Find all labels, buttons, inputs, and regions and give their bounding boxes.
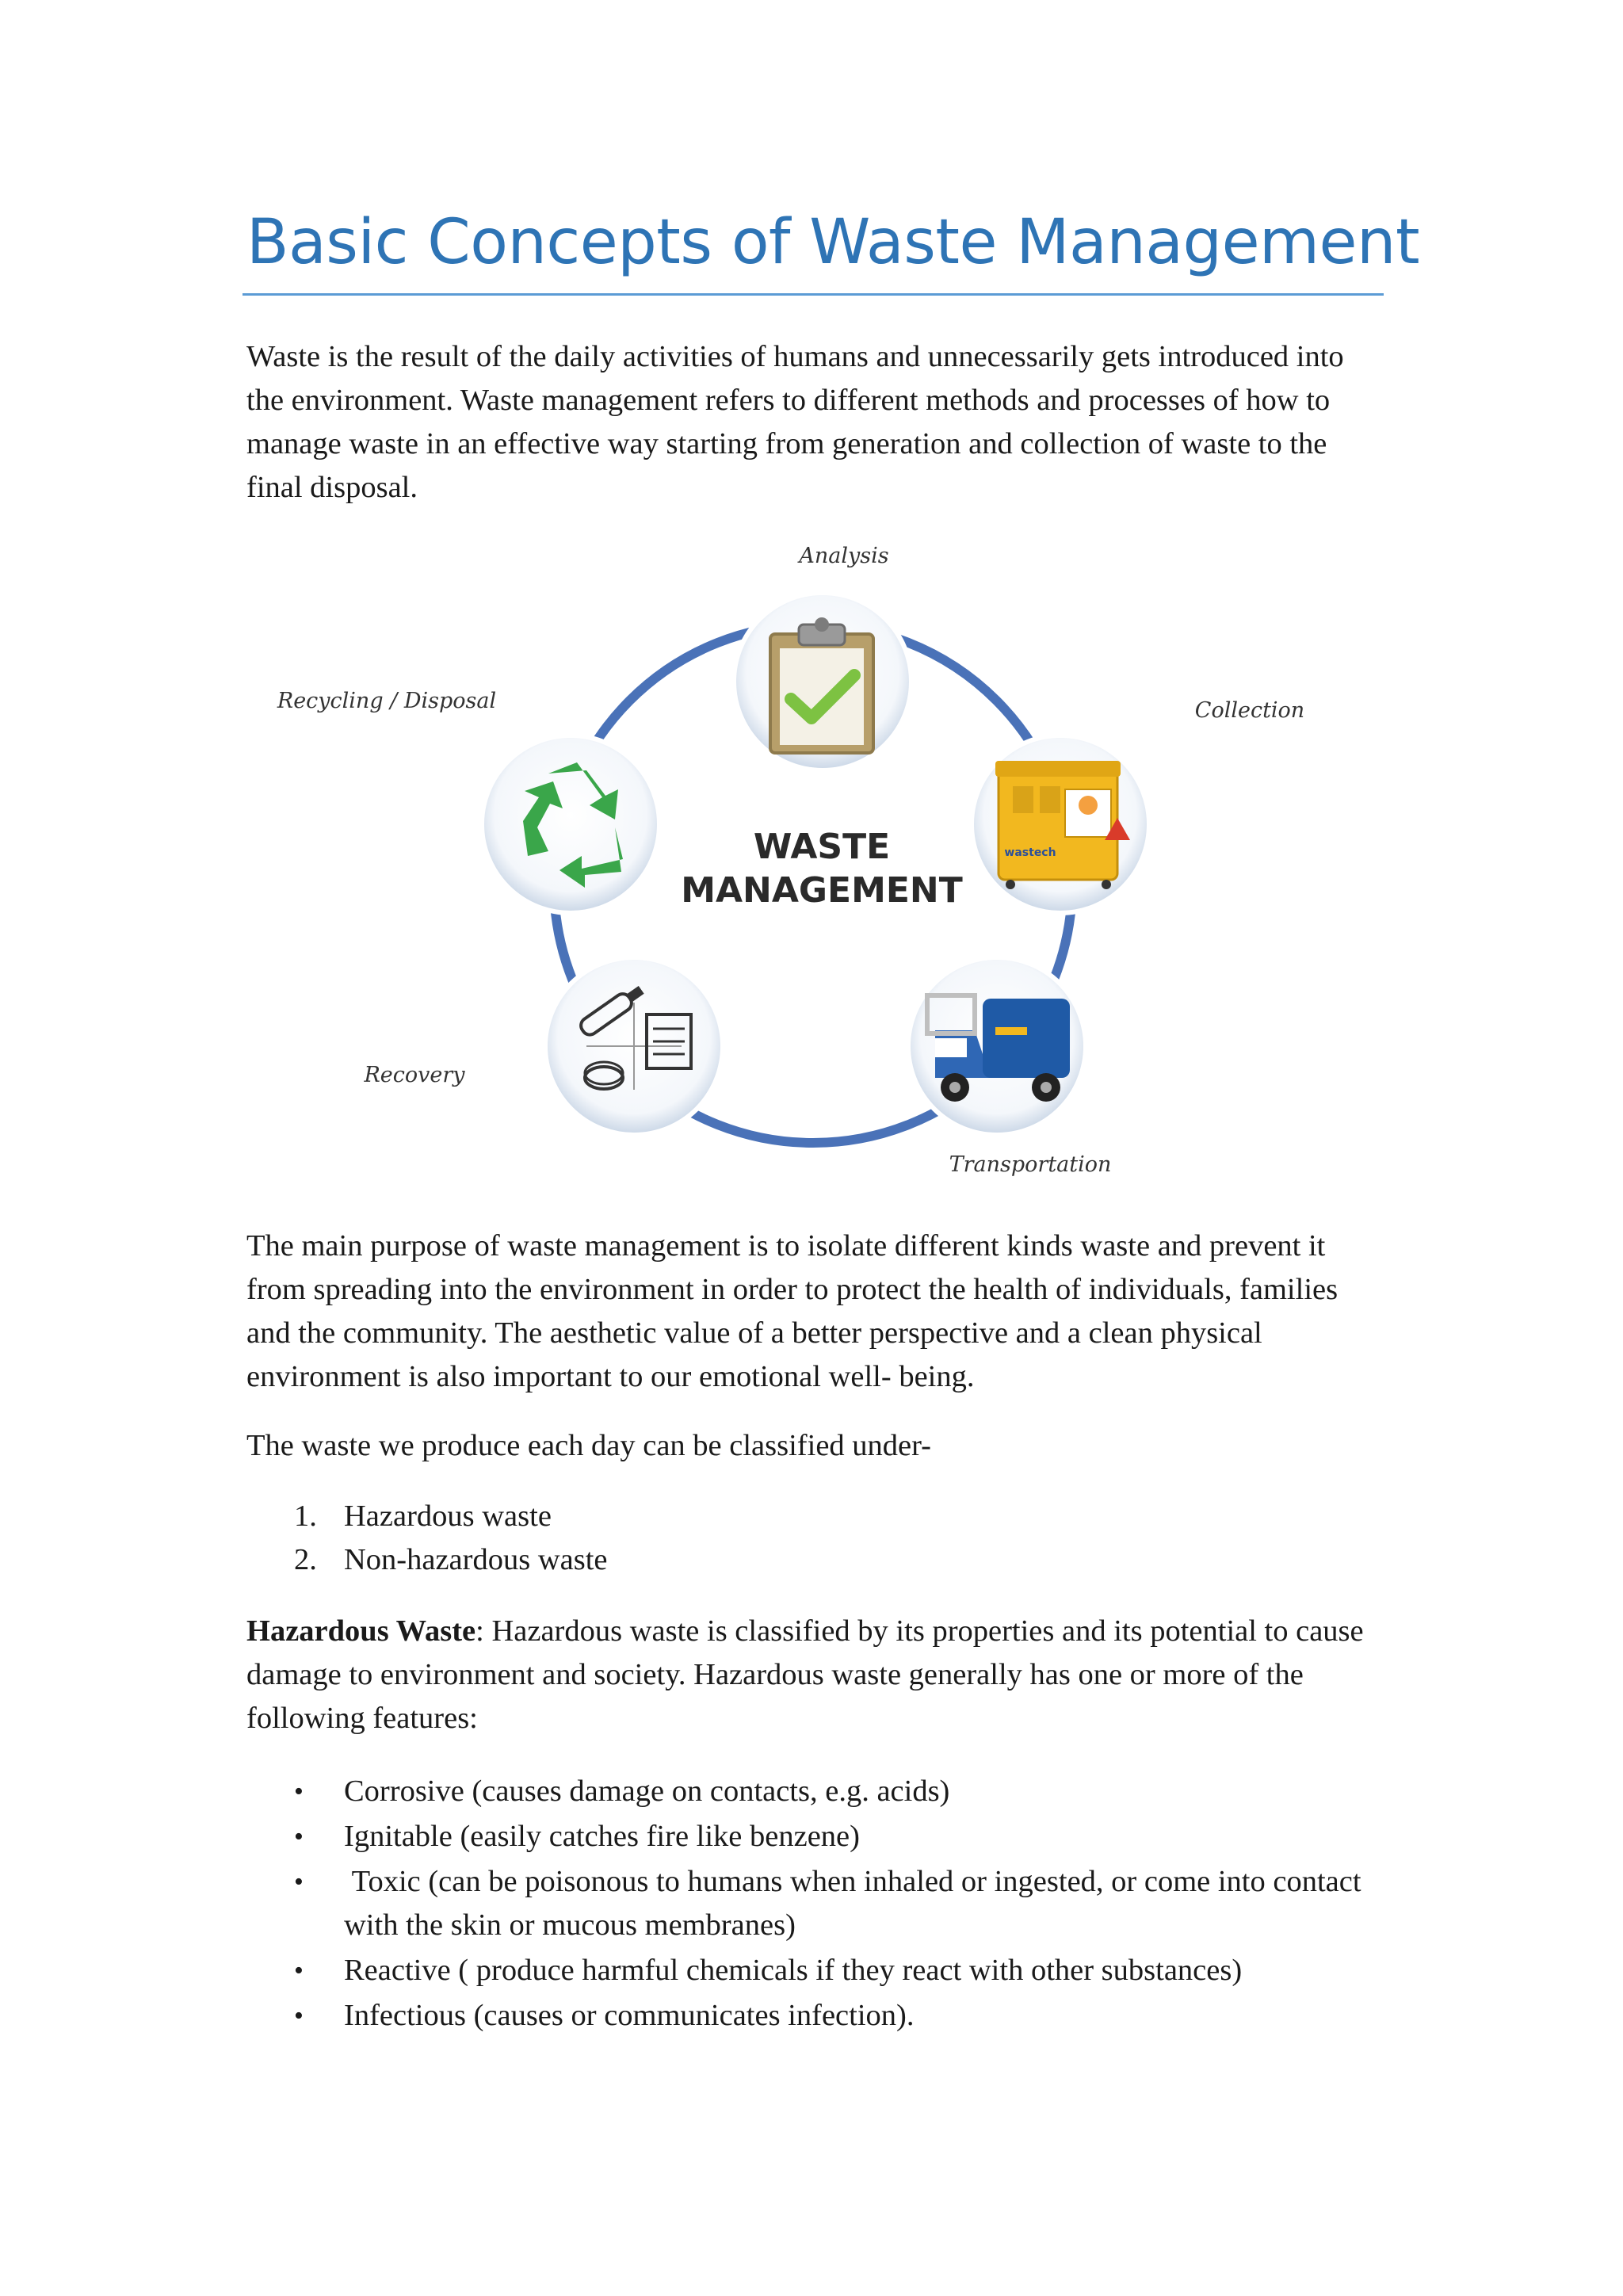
classification-intro: The waste we produce each day can be classified under- xyxy=(246,1429,931,1462)
bullet: • xyxy=(294,2001,304,2030)
recovery-node xyxy=(363,957,723,1135)
list-item xyxy=(246,1860,1388,1947)
title-underline xyxy=(242,293,1384,296)
stage-label-recycling: Recycling / Disposal xyxy=(277,689,497,713)
transportation-node xyxy=(908,957,1111,1177)
waste-management-diagram xyxy=(238,523,1395,1205)
list-number: 1. xyxy=(294,1499,317,1533)
purpose-paragraph: The main purpose of waste management is to isolate different kinds waste and prevent it from spreading into the environment in order to protect the health of individuals, families and the community. The aesthetic value of a better perspective and a clean physical environment is also important to our emotional well- being. xyxy=(246,1229,1338,1393)
list-item-text: Non-hazardous waste xyxy=(344,1543,608,1576)
list-item xyxy=(246,1815,1388,1859)
list-item xyxy=(246,1538,1388,1582)
clipboard-check-icon xyxy=(770,617,873,753)
hazardous-paragraph xyxy=(246,1610,1388,1740)
list-item xyxy=(246,1495,1388,1538)
list-number: 2. xyxy=(294,1543,317,1576)
bullet: • xyxy=(294,1956,304,1985)
page-title: Basic Concepts of Waste Management xyxy=(246,207,1420,278)
bullet: • xyxy=(294,1777,304,1806)
bin-brand-text: wastech xyxy=(1004,846,1056,859)
list-item-text: Hazardous waste xyxy=(344,1499,552,1533)
center-label-line2: MANAGEMENT xyxy=(681,870,963,911)
yellow-bin-icon xyxy=(995,761,1130,889)
list-item-text: Corrosive (causes damage on contacts, e.g. acids) xyxy=(344,1775,950,1808)
recycling-node xyxy=(277,689,659,913)
stage-label-analysis: Analysis xyxy=(799,544,889,568)
list-item xyxy=(246,1994,1388,2038)
list-item-text: Infectious (causes or communicates infection). xyxy=(344,1999,915,2032)
waste-classes-list xyxy=(246,1495,1388,1582)
list-item-text: Ignitable (easily catches fire like benzene) xyxy=(344,1820,860,1853)
center-label-line1: WASTE xyxy=(753,827,891,867)
analysis-node xyxy=(734,544,911,770)
list-item-text: Reactive ( produce harmful chemicals if they react with other substances) xyxy=(344,1954,1243,1987)
hazardous-term: Hazardous Waste xyxy=(246,1614,476,1648)
stage-label-recovery: Recovery xyxy=(364,1063,465,1087)
hazardous-features-list xyxy=(246,1770,1388,2039)
stage-label-transportation: Transportation xyxy=(949,1152,1112,1177)
stage-label-collection: Collection xyxy=(1194,698,1305,723)
hazardous-definition: : Hazardous waste is classified by its properties and its potential to cause damage to environment and society. Hazardous waste generally has one or more of the following features: xyxy=(246,1614,1364,1735)
intro-paragraph: Waste is the result of the daily activities of humans and unnecessarily gets introduced into the environment. Waste management refers to different methods and processes of how to manage waste in an effective way starting from generation and collection of waste to the final disposal. xyxy=(246,340,1344,504)
bullet: • xyxy=(294,1822,304,1851)
list-item xyxy=(246,1949,1388,1992)
list-item-text: Toxic (can be poisonous to humans when inhaled or ingested, or come into contact with the skin or mucous membranes) xyxy=(344,1865,1369,1942)
list-item xyxy=(246,1770,1388,1813)
bullet: • xyxy=(294,1867,304,1897)
